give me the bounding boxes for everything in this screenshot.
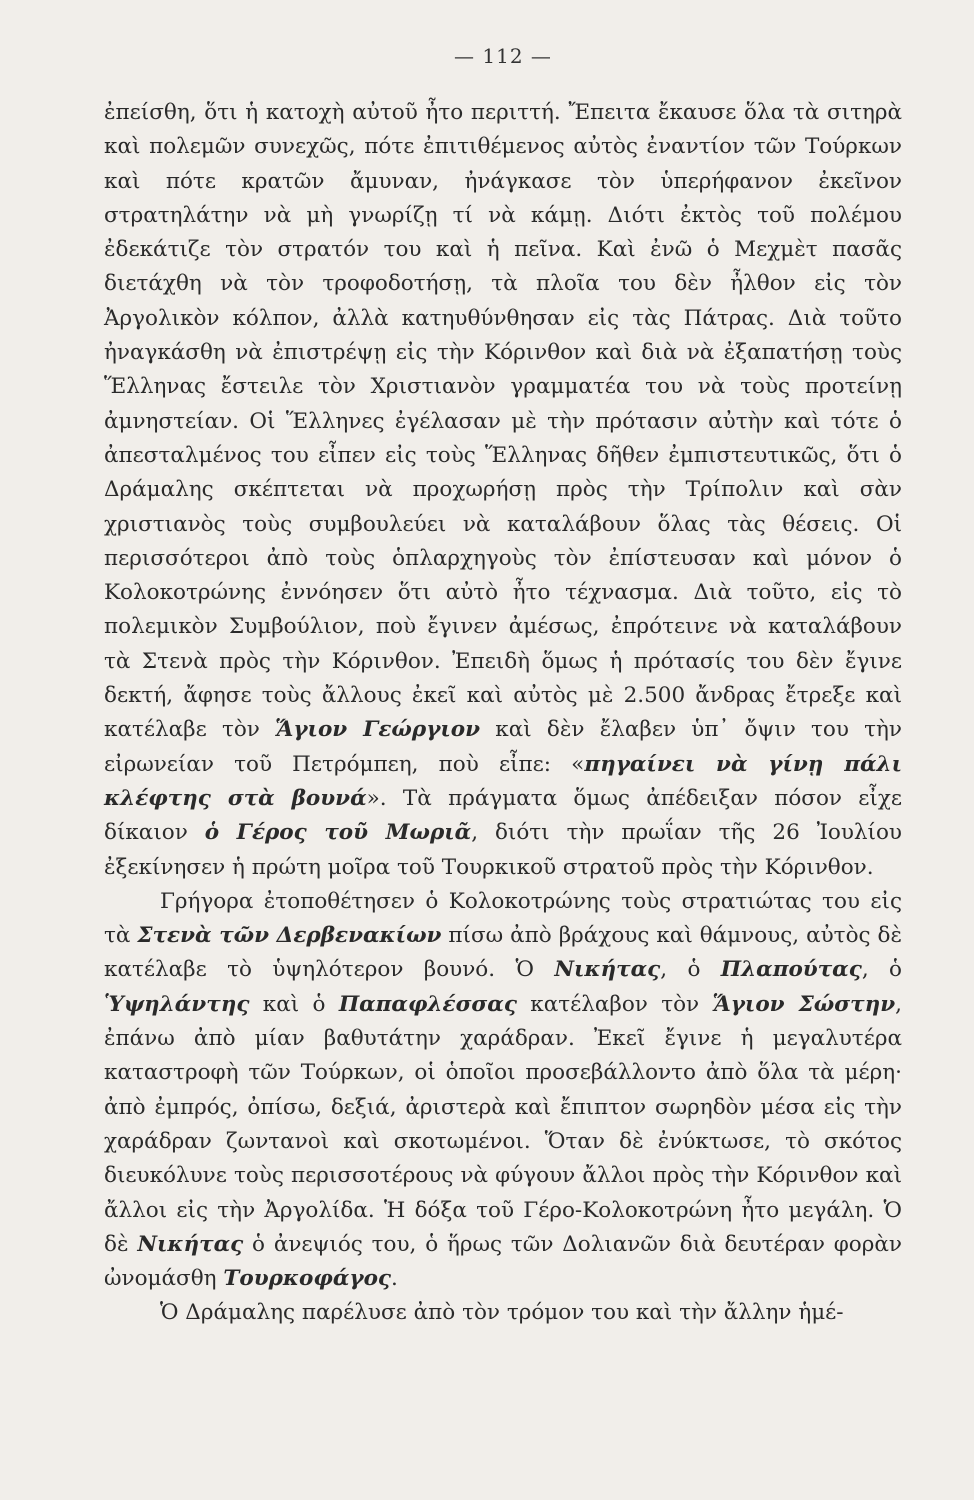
text-segment: , ὁ: [861, 957, 902, 983]
page-number: — 112 —: [454, 44, 552, 68]
paragraph-1: [104, 96, 902, 885]
text-segment: καὶ ὁ: [249, 991, 339, 1017]
emphasized-text: ὁ Γέρος τοῦ Μωριᾶ: [204, 820, 472, 846]
text-segment: καὶ δὲν ἔλαβεν ὑπ᾽ ὄψιν του τὴν εἰρωνείαν τοῦ Πετρόμπεη, ποὺ εἶπε: «: [104, 717, 903, 777]
emphasized-name: Ὑψηλάντης: [104, 991, 250, 1017]
text-segment: , ὁ: [660, 957, 721, 983]
body-text: [104, 96, 902, 1331]
paragraph-3: [104, 1296, 902, 1330]
emphasized-text: Ἅγιον Σώστην: [712, 991, 896, 1017]
text-segment: ἐπείσθη, ὅτι ἡ κατοχὴ αὐτοῦ ἦτο περιττή. Ἔπειτα ἔκαυσε ὅλα τὰ σιτηρὰ καὶ πολεμῶν συνεχῶς, πότε ἐπιτιθέμενος αὐτὸς ἐναντίον τῶν Τούρκων καὶ πότε κρατῶν ἄμυναν, ἠνάγκασε τὸν ὑπερήφανον ἐκεῖνον στρατηλάτην νὰ μὴ γνωρίζῃ τί νὰ κάμῃ. Διότι ἐκτὸς τοῦ πολέμου ἐδεκάτιζε τὸν στρατόν του καὶ ἡ πεῖνα. Καὶ ἐνῶ ὁ Μεχμὲτ πασᾶς διετάχθη νὰ τὸν τροφοδοτήσῃ, τὰ πλοῖα του δὲν ἦλθον εἰς τὸν Ἀργολικὸν κόλπον, ἀλλὰ κατηυθύνθησαν εἰς τὰς Πάτρας. Διὰ τοῦτο ἠναγκάσθη νὰ ἐπιστρέψῃ εἰς τὴν Κόρινθον καὶ διὰ νὰ ἐξαπατήσῃ τοὺς Ἕλληνας ἔστειλε τὸν Χριστιανὸν γραμματέα του νὰ τοὺς προτείνῃ ἀμνηστείαν. Οἱ Ἕλληνες ἐγέλασαν μὲ τὴν πρότασιν αὐτὴν καὶ τότε ὁ ἀπεσταλμένος του εἶπεν εἰς τοὺς Ἕλληνας δῆθεν ἐμπιστευτικῶς, ὅτι ὁ Δράμαλης σκέπτεται νὰ προχωρήσῃ πρὸς τὴν Τρίπολιν καὶ σὰν χριστιανὸς τοὺς συμβουλεύει νὰ καταλάβουν ὅλας τὰς θέσεις. Οἱ περισσότεροι ἀπὸ τοὺς ὁπλαρχηγοὺς τὸν ἐπίστευσαν καὶ μόνον ὁ Κολοκοτρώνης ἐννόησεν ὅτι αὐτὸ ἦτο τέχνασμα. Διὰ τοῦτο, εἰς τὸ πολεμικὸν Συμβούλιον, ποὺ ἔγινεν ἀμέσως, ἐπρότεινε νὰ καταλάβουν τὰ Στενὰ πρὸς τὴν Κόρινθον. Ἐπειδὴ ὅμως ἡ πρότασίς του δὲν ἔγινε δεκτή, ἄφησε τοὺς ἄλλους ἐκεῖ καὶ αὐτὸς μὲ 2.500 ἄνδρας ἔτρεξε καὶ κατέλαβε τὸν: [104, 100, 902, 743]
text-segment: .: [391, 1266, 398, 1292]
text-segment: κατέλαβον τὸν: [516, 991, 713, 1017]
text-segment: πίσω ἀπὸ βράχους καὶ θάμνους, αὐτὸς δὲ κατέλαβε τὸ ὑψηλότερον βουνό. Ὁ: [104, 923, 902, 983]
paragraph-2: [104, 885, 902, 1297]
text-segment: , ἐπάνω ἀπὸ μίαν βαθυτάτην χαράδραν. Ἐκεῖ ἔγινε ἡ μεγαλυτέρα καταστροφὴ τῶν Τούρκων, οἱ ὁποῖοι προσεβάλλοντο ἀπὸ ὅλα τὰ μέρη· ἀπὸ ἐμπρός, ὀπίσω, δεξιά, ἀριστερὰ καὶ ἔπιπτον σωρηδὸν μέσα εἰς τὴν χαράδραν ζωντανοὶ καὶ σκοτωμένοι. Ὅταν δὲ ἐνύκτωσε, τὸ σκότος διευκόλυνε τοὺς περισσοτέρους νὰ φύγουν ἄλλοι πρὸς τὴν Κόρινθον καὶ ἄλλοι εἰς τὴν Ἀργολίδα. Ἡ δόξα τοῦ Γέρο-Κολοκοτρώνη ἦτο μεγάλη. Ὁ δὲ: [104, 991, 902, 1257]
text-segment: ὁ ἀνεψιός του, ὁ ἥρως τῶν Δολιανῶν διὰ δευτέραν φορὰν ὠνομάσθη: [104, 1231, 902, 1292]
emphasized-name: Πλαπούτας: [720, 957, 862, 983]
emphasized-text: Τουρκοφάγος: [223, 1266, 392, 1292]
emphasized-quote: πηγαίνει νὰ γίνῃ πάλι κλέφτης στὰ βουνά: [104, 751, 902, 811]
text-segment: Γρήγορα ἐτοποθέτησεν ὁ Κολοκοτρώνης τοὺς στρατιώτας του εἰς τὰ: [104, 888, 902, 949]
emphasized-name: Νικήτας: [137, 1231, 244, 1257]
emphasized-name: Νικήτας: [554, 957, 661, 983]
emphasized-text: Στενὰ τῶν Δερβενακίων: [137, 923, 442, 949]
emphasized-name: Παπαφλέσσας: [338, 991, 517, 1017]
emphasized-text: Ἅγιον Γεώργιον: [275, 717, 481, 743]
text-segment: ». Τὰ πράγματα ὅμως ἀπέδειξαν πόσον εἶχε δίκαιον: [104, 785, 903, 846]
text-segment: , διότι τὴν πρωΐαν τῆς 26 Ἰουλίου ἐξεκίνησεν ἡ πρώτη μοῖρα τοῦ Τουρκικοῦ στρατοῦ πρὸς τὴν Κόρινθον.: [104, 820, 902, 880]
text-segment: Ὁ Δράμαλης παρέλυσε ἀπὸ τὸν τρόμον του καὶ τὴν ἄλλην ἡμέ-: [160, 1300, 844, 1326]
